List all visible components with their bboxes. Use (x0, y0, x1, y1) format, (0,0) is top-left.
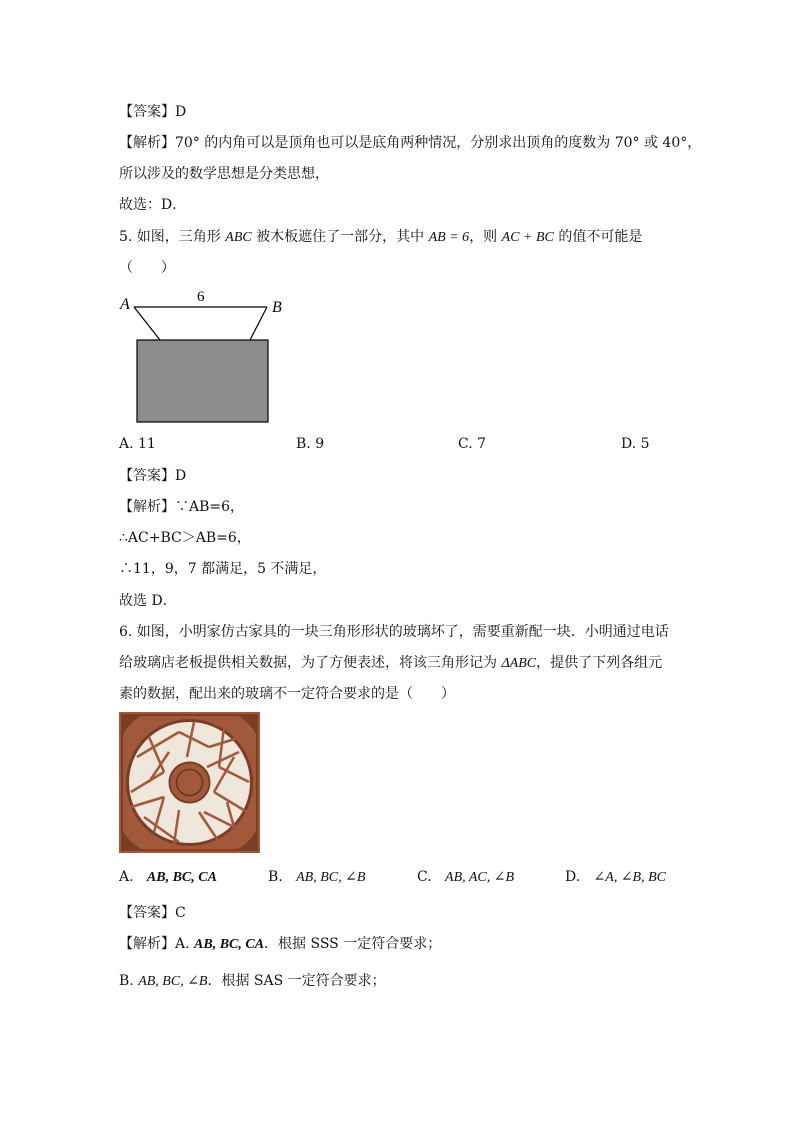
q6-analysis-b (119, 971, 386, 992)
q5-stem-prefix: 5. 如图，三角形 (119, 229, 226, 245)
q6-stem-3: 素的数据，配出来的玻璃不一定符合要求的是（ ） (119, 686, 455, 702)
q6-option-b-label: B. (268, 869, 283, 885)
q5-stem-suffix: 的值不可能是 (553, 229, 643, 245)
q5-option-c: C. 7 (458, 436, 487, 452)
q5-conclusion: 故选 D． (119, 593, 177, 609)
q4-analysis-1: 【解析】70° 的内角可以是顶角也可以是底角两种情况，分别求出顶角的度数为 70° 或 40°， (119, 135, 702, 151)
q6-option-d-label: D. (565, 869, 581, 885)
label-length: 6 (197, 289, 205, 305)
q6-option-a-label: A. (119, 869, 134, 885)
carved-medallion (170, 763, 210, 803)
q6-analysis-a-math: AB, BC, CA (194, 937, 265, 952)
q6-option-a-value: AB, BC, CA (146, 870, 217, 885)
q6-option-c (417, 867, 514, 888)
q6-analysis-a (119, 934, 441, 955)
q6-answer: 【答案】C (119, 905, 186, 921)
q6-option-c-label: C. (417, 869, 432, 885)
q6-option-a (119, 867, 217, 888)
q5-answer: 【答案】D (119, 468, 187, 484)
q5-analysis-3: ∴11，9，7 都满足，5 不满足， (119, 561, 327, 577)
q6-option-d-value: ∠A, ∠B, BC (593, 870, 667, 885)
q5-option-a: A. 11 (119, 436, 156, 452)
q5-stem-sum: AC + BC (501, 230, 554, 245)
segment-b-right (250, 307, 267, 340)
q6-analysis-b-prefix: B. (119, 973, 139, 989)
q6-stem-1: 6. 如图，小明家仿古家具的一块三角形形状的玻璃坏了，需要重新配一块．小明通过电话 (119, 624, 669, 640)
q6-analysis-b-suffix: ．根据 SAS 一定符合要求； (207, 973, 386, 989)
q6-option-c-value: AB, AC, ∠B (445, 870, 515, 885)
q6-analysis-a-prefix: 【解析】A. (119, 936, 195, 952)
q6-stem-2-triangle: ΔABC (501, 656, 537, 671)
q6-stem-2-prefix: 给玻璃店老板提供相关数据，为了方便表述，将该三角形记为 (119, 655, 502, 671)
q5-stem (119, 227, 642, 248)
label-a: A (120, 296, 130, 313)
q5-analysis-2: ∴AC+BC＞AB=6， (119, 530, 251, 546)
q4-conclusion: 故选：D． (119, 197, 187, 213)
lattice-window-photo (119, 712, 260, 853)
q6-analysis-b-math: AB, BC, ∠B (138, 974, 208, 989)
q4-analysis-2: 所以涉及的数学思想是分类思想， (119, 166, 329, 182)
q6-stem-2-suffix: ，提供了下列各组元 (536, 655, 663, 671)
label-b: B (272, 299, 282, 316)
q6-analysis-a-suffix: ．根据 SSS 一定符合要求； (264, 936, 442, 952)
q5-stem-mid: 被木板遮住了一部分，其中 (251, 229, 429, 245)
q5-option-d: D. 5 (621, 436, 650, 452)
q5-analysis-1: 【解析】∵AB=6， (119, 499, 245, 515)
q6-option-b (268, 867, 365, 888)
segment-a-left (134, 307, 160, 340)
q6-stem-2 (119, 653, 662, 674)
q5-option-b: B. 9 (296, 436, 325, 452)
q5-figure (112, 285, 292, 427)
q4-answer: 【答案】D (119, 104, 187, 120)
q6-option-b-value: AB, BC, ∠B (296, 870, 366, 885)
q5-stem-eq: AB = 6 (428, 230, 470, 245)
q5-paren: （ ） (119, 260, 175, 276)
q5-stem-mid2: ，则 (469, 229, 502, 245)
q6-option-d (565, 867, 666, 888)
wood-board (137, 340, 268, 422)
q5-stem-abc: ABC (225, 230, 252, 245)
